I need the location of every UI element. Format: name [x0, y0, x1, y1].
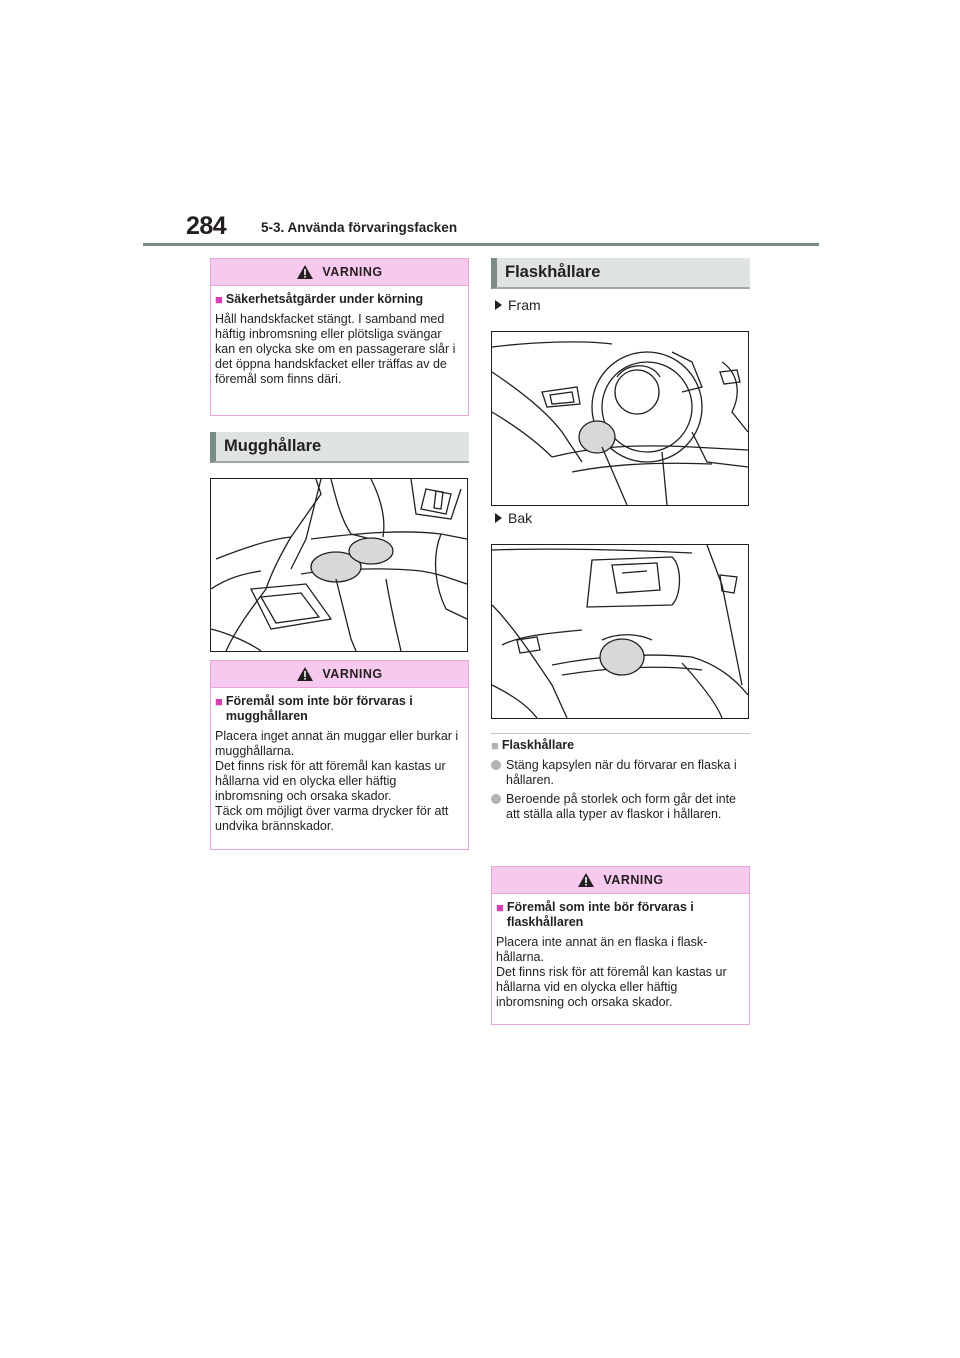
warning-triangle-icon — [296, 666, 314, 682]
warning-line: Täck om möjligt över varma drycker för att undvika brännskador. — [215, 804, 449, 833]
page-number: 284 — [186, 212, 227, 240]
warning-text: Håll handskfacket stängt. I samband med häftig inbromsning eller plötsliga svängar kan en olycka ske om en passagerare slår i det öppna handskfacket eller träffas av de föremål som finns däri. — [215, 312, 456, 386]
warning-header — [492, 867, 749, 894]
square-bullet-icon: ■ — [215, 292, 223, 307]
warning-triangle-icon — [296, 264, 314, 280]
bottleholder-info-title: Flaskhållare — [501, 738, 575, 752]
cupholder-illustration — [210, 478, 468, 652]
warning-line: Placera inte annat än en flaska i flaskhållarna. — [496, 935, 708, 964]
warning-box-cupholder — [210, 660, 469, 850]
warning-title: VARNING — [322, 667, 383, 681]
warning-subtitle: Föremål som inte bör förvaras i flaskhållaren — [506, 900, 694, 929]
bottleholder-info — [491, 733, 750, 822]
triangle-bullet-icon — [495, 300, 502, 310]
warning-header — [211, 661, 468, 688]
heading-cupholder: Mugghållare — [210, 432, 469, 463]
front-bottleholder-illustration — [491, 331, 749, 506]
triangle-bullet-icon — [495, 513, 502, 523]
warning-header — [211, 259, 468, 286]
warning-box-driving — [210, 258, 469, 416]
rear-bottleholder-illustration — [491, 544, 749, 719]
list-item — [491, 792, 750, 822]
warning-subtitle: Säkerhetsåtgärder under körning — [225, 292, 424, 306]
rear-label-item — [495, 510, 532, 526]
warning-line: Placera inget annat än muggar eller burkar i mugghållarna. — [215, 729, 459, 758]
heading-bottleholder: Flaskhållare — [491, 258, 750, 289]
round-bullet-icon — [491, 794, 501, 804]
warning-box-bottleholder — [491, 866, 750, 1025]
bullet-text: Beroende på storlek och form går det inte att ställa alla typer av flaskor i hållaren. — [506, 792, 736, 821]
square-bullet-icon: ■ — [496, 900, 504, 915]
warning-line: Det finns risk för att föremål kan kastas ur hållarna vid en olycka eller häftig inbromsning och orsaka skador. — [215, 759, 446, 803]
warning-triangle-icon — [577, 872, 595, 888]
rear-label: Bak — [508, 510, 533, 526]
warning-subtitle: Föremål som inte bör förvaras i mugghållaren — [225, 694, 413, 723]
warning-title: VARNING — [603, 873, 664, 887]
warning-title: VARNING — [322, 265, 383, 279]
square-bullet-icon: ■ — [491, 738, 499, 753]
front-label-item — [495, 297, 541, 313]
front-label: Fram — [508, 297, 541, 313]
round-bullet-icon — [491, 760, 501, 770]
section-title: 5-3. Använda förvaringsfacken — [261, 220, 458, 235]
bullet-text: Stäng kapsylen när du förvarar en flaska i hållaren. — [506, 758, 737, 787]
square-bullet-icon: ■ — [215, 694, 223, 709]
header-rule — [143, 243, 819, 246]
warning-line: Det finns risk för att föremål kan kastas ur hållarna vid en olycka eller häftig inbromsning och orsaka skador. — [496, 965, 727, 1009]
list-item — [491, 758, 750, 788]
